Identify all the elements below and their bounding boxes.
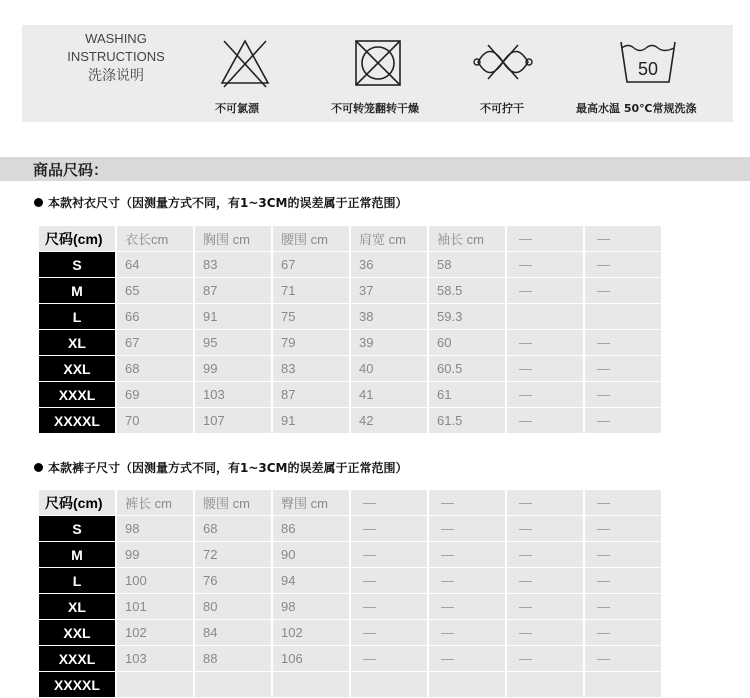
table-cell: 41 bbox=[351, 382, 427, 407]
table-row bbox=[39, 356, 661, 381]
size-label-cell: XXXXL bbox=[39, 672, 115, 697]
table-cell: 95 bbox=[195, 330, 271, 355]
table-cell: — bbox=[507, 382, 583, 407]
table-row bbox=[39, 408, 661, 433]
table-cell: 103 bbox=[195, 382, 271, 407]
size-header-cell: 尺码(cm) bbox=[39, 226, 115, 251]
table-cell: 102 bbox=[273, 620, 349, 645]
table-cell bbox=[351, 672, 427, 697]
bullet-icon bbox=[34, 198, 43, 207]
header-cell: 胸围 cm bbox=[195, 226, 271, 251]
table-cell bbox=[507, 304, 583, 329]
size-label-cell: L bbox=[39, 304, 115, 329]
table-row bbox=[39, 252, 661, 277]
no-wring-label: 不可拧干 bbox=[480, 102, 524, 115]
shirt-size-table bbox=[37, 225, 663, 434]
table-cell: 83 bbox=[195, 252, 271, 277]
table-cell: 91 bbox=[273, 408, 349, 433]
table-cell: 58 bbox=[429, 252, 505, 277]
table-cell: — bbox=[507, 408, 583, 433]
table-cell: 61.5 bbox=[429, 408, 505, 433]
header-cell: 袖长 cm bbox=[429, 226, 505, 251]
table-cell: — bbox=[507, 568, 583, 593]
header-cell: 腰围 cm bbox=[273, 226, 349, 251]
header-cell: 臀围 cm bbox=[273, 490, 349, 515]
table-cell: — bbox=[585, 252, 661, 277]
section-title: 商品尺码： bbox=[33, 161, 109, 179]
no-bleach-label: 不可氯漂 bbox=[215, 102, 259, 115]
size-label-cell: XXXL bbox=[39, 646, 115, 671]
table-row bbox=[39, 382, 661, 407]
table-cell: — bbox=[507, 278, 583, 303]
header-cell: — bbox=[507, 226, 583, 251]
table-row bbox=[39, 594, 661, 619]
table-cell: 76 bbox=[195, 568, 271, 593]
table-cell: — bbox=[585, 356, 661, 381]
table-cell: 60.5 bbox=[429, 356, 505, 381]
table-cell: — bbox=[429, 646, 505, 671]
table-cell: — bbox=[429, 620, 505, 645]
table-header-row bbox=[39, 226, 661, 251]
wash-50-icon bbox=[618, 38, 678, 86]
pants-note-text: 本款裤子尺寸（因测量方式不同，有1~3CM的误差属于正常范围） bbox=[48, 461, 408, 475]
table-cell: 99 bbox=[195, 356, 271, 381]
table-cell bbox=[507, 672, 583, 697]
header-cell: — bbox=[585, 490, 661, 515]
table-cell: — bbox=[351, 594, 427, 619]
table-cell bbox=[585, 672, 661, 697]
table-cell: — bbox=[507, 516, 583, 541]
header-cell: — bbox=[507, 490, 583, 515]
table-cell: 58.5 bbox=[429, 278, 505, 303]
table-cell: 64 bbox=[117, 252, 193, 277]
shirt-note bbox=[34, 194, 408, 211]
header-cell: 腰围 cm bbox=[195, 490, 271, 515]
table-cell bbox=[195, 672, 271, 697]
table-row bbox=[39, 516, 661, 541]
size-label-cell: M bbox=[39, 278, 115, 303]
washing-title-en: WASHING INSTRUCTIONS bbox=[67, 31, 165, 64]
table-cell: 65 bbox=[117, 278, 193, 303]
table-cell: — bbox=[429, 516, 505, 541]
table-cell: — bbox=[507, 356, 583, 381]
table-cell: 61 bbox=[429, 382, 505, 407]
table-cell: — bbox=[507, 646, 583, 671]
table-cell: 60 bbox=[429, 330, 505, 355]
table-row bbox=[39, 542, 661, 567]
washing-title-cn: 洗涤说明 bbox=[88, 67, 144, 83]
size-label-cell: M bbox=[39, 542, 115, 567]
table-cell: — bbox=[585, 568, 661, 593]
table-cell: — bbox=[351, 542, 427, 567]
table-cell: — bbox=[507, 594, 583, 619]
table-cell: 83 bbox=[273, 356, 349, 381]
header-cell: 裤长 cm bbox=[117, 490, 193, 515]
table-cell: 94 bbox=[273, 568, 349, 593]
table-cell: 80 bbox=[195, 594, 271, 619]
size-label-cell: XXL bbox=[39, 356, 115, 381]
table-cell: 36 bbox=[351, 252, 427, 277]
table-cell bbox=[585, 304, 661, 329]
no-tumble-dry-label: 不可转笼翻转干燥 bbox=[331, 102, 419, 115]
washing-title bbox=[36, 30, 196, 84]
table-cell: — bbox=[507, 542, 583, 567]
header-cell: — bbox=[351, 490, 427, 515]
table-cell: 98 bbox=[117, 516, 193, 541]
table-cell: — bbox=[429, 568, 505, 593]
table-cell: — bbox=[585, 278, 661, 303]
table-cell: 107 bbox=[195, 408, 271, 433]
table-cell: — bbox=[507, 330, 583, 355]
table-cell: — bbox=[351, 568, 427, 593]
size-label-cell: S bbox=[39, 516, 115, 541]
table-cell: 88 bbox=[195, 646, 271, 671]
size-label-cell: XXXL bbox=[39, 382, 115, 407]
size-label-cell: XL bbox=[39, 330, 115, 355]
table-cell: 101 bbox=[117, 594, 193, 619]
table-cell: 69 bbox=[117, 382, 193, 407]
table-cell: 68 bbox=[117, 356, 193, 381]
table-cell bbox=[429, 672, 505, 697]
table-row bbox=[39, 646, 661, 671]
table-cell: 102 bbox=[117, 620, 193, 645]
table-row bbox=[39, 620, 661, 645]
wash-50-label: 最高水温 50℃常规洗涤 bbox=[576, 102, 697, 115]
table-cell: 72 bbox=[195, 542, 271, 567]
table-cell: 68 bbox=[195, 516, 271, 541]
table-cell: 37 bbox=[351, 278, 427, 303]
no-wring-icon bbox=[472, 42, 534, 82]
table-cell: — bbox=[585, 542, 661, 567]
shirt-note-text: 本款衬衣尺寸（因测量方式不同，有1~3CM的误差属于正常范围） bbox=[48, 196, 408, 210]
table-cell: — bbox=[585, 620, 661, 645]
size-label-cell: XXXXL bbox=[39, 408, 115, 433]
header-cell: 衣长cm bbox=[117, 226, 193, 251]
table-cell: — bbox=[585, 408, 661, 433]
table-cell: — bbox=[351, 646, 427, 671]
table-cell: 67 bbox=[117, 330, 193, 355]
table-cell: — bbox=[507, 252, 583, 277]
table-cell: — bbox=[429, 542, 505, 567]
table-cell bbox=[273, 672, 349, 697]
wash-temp: 50 bbox=[637, 59, 659, 79]
size-label-cell: S bbox=[39, 252, 115, 277]
pants-note bbox=[34, 459, 408, 476]
size-header-cell: 尺码(cm) bbox=[39, 490, 115, 515]
size-label-cell: XL bbox=[39, 594, 115, 619]
header-cell: — bbox=[429, 490, 505, 515]
table-cell: 100 bbox=[117, 568, 193, 593]
table-cell: 40 bbox=[351, 356, 427, 381]
table-cell: 66 bbox=[117, 304, 193, 329]
table-cell: 42 bbox=[351, 408, 427, 433]
no-tumble-dry-icon bbox=[353, 38, 403, 88]
no-bleach-icon bbox=[218, 37, 272, 89]
table-cell: 75 bbox=[273, 304, 349, 329]
table-cell: 103 bbox=[117, 646, 193, 671]
table-cell: 106 bbox=[273, 646, 349, 671]
table-cell: 90 bbox=[273, 542, 349, 567]
table-cell: 39 bbox=[351, 330, 427, 355]
table-cell: — bbox=[585, 646, 661, 671]
table-cell: 84 bbox=[195, 620, 271, 645]
table-row bbox=[39, 672, 661, 697]
table-row bbox=[39, 568, 661, 593]
bullet-icon bbox=[34, 463, 43, 472]
section-bar bbox=[0, 157, 750, 181]
table-cell: 98 bbox=[273, 594, 349, 619]
table-cell: — bbox=[507, 620, 583, 645]
table-header-row bbox=[39, 490, 661, 515]
size-label-cell: L bbox=[39, 568, 115, 593]
table-row bbox=[39, 278, 661, 303]
table-cell: — bbox=[585, 382, 661, 407]
header-cell: 肩宽 cm bbox=[351, 226, 427, 251]
table-cell: 87 bbox=[195, 278, 271, 303]
table-row bbox=[39, 330, 661, 355]
table-cell: 87 bbox=[273, 382, 349, 407]
table-cell: 79 bbox=[273, 330, 349, 355]
table-cell: — bbox=[585, 330, 661, 355]
size-label-cell: XXL bbox=[39, 620, 115, 645]
table-cell: — bbox=[351, 620, 427, 645]
table-cell: 38 bbox=[351, 304, 427, 329]
table-cell: 71 bbox=[273, 278, 349, 303]
header-cell: — bbox=[585, 226, 661, 251]
table-cell: 99 bbox=[117, 542, 193, 567]
table-cell bbox=[117, 672, 193, 697]
table-cell: — bbox=[351, 516, 427, 541]
table-cell: — bbox=[585, 516, 661, 541]
table-cell: — bbox=[585, 594, 661, 619]
table-row bbox=[39, 304, 661, 329]
table-cell: 86 bbox=[273, 516, 349, 541]
table-cell: 91 bbox=[195, 304, 271, 329]
table-cell: 70 bbox=[117, 408, 193, 433]
pants-size-table bbox=[37, 489, 663, 698]
table-cell: 59.3 bbox=[429, 304, 505, 329]
table-cell: — bbox=[429, 594, 505, 619]
table-cell: 67 bbox=[273, 252, 349, 277]
